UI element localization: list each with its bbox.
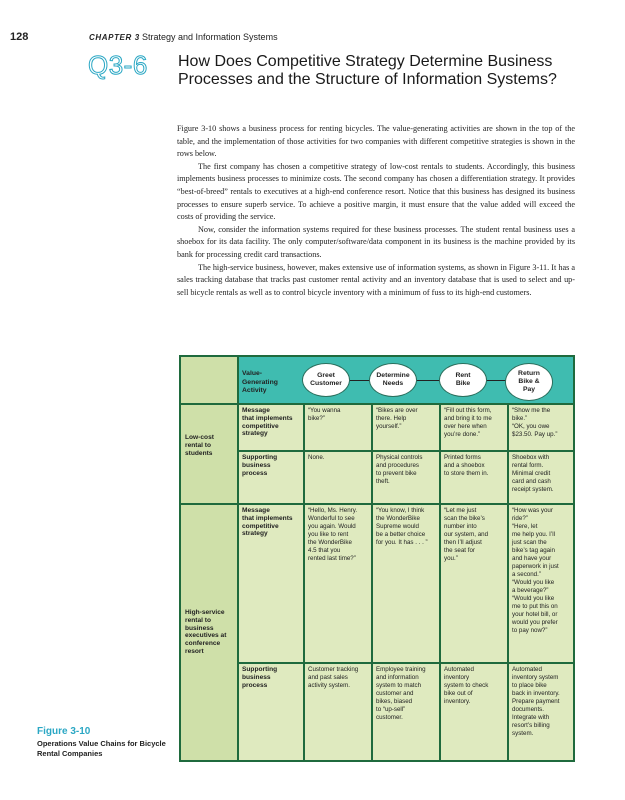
table-cell: Printed forms and a shoebox to store them in. xyxy=(441,452,507,503)
table-cell: Customer tracking and past sales activity system. xyxy=(305,664,371,760)
row-label-support: Supporting business process xyxy=(239,664,303,760)
table-cell: “Show me the bike.” “OK, you owe $23.50. Pay up.” xyxy=(509,405,573,450)
row-label-message: Message that implements competitive strategy xyxy=(239,405,303,450)
body-text xyxy=(177,123,575,299)
figure-label: Figure 3-10 xyxy=(37,726,91,737)
table-cell: “Fill out this form, and bring it to me over here when you’re done.” xyxy=(441,405,507,450)
table-cell: Shoebox with rental form. Minimal credit card and cash receipt system. xyxy=(509,452,573,503)
figure-caption: Operations Value Chains for Bicycle Rental Companies xyxy=(37,739,166,758)
activity-rent-bike: Rent Bike xyxy=(439,363,487,397)
table-cell: “Hello, Ms. Henry. Wonderful to see you again. Would you like to rent the WonderBike 4.5 that you rented last time?” xyxy=(305,505,371,662)
chapter-title: Strategy and Information Systems xyxy=(142,32,278,42)
value-chain-table xyxy=(179,355,575,762)
row-label-message: Message that implements competitive strategy xyxy=(239,505,303,662)
table-cell: “Bikes are over there. Help yourself.” xyxy=(373,405,439,450)
table-cell: None. xyxy=(305,452,371,503)
paragraph: The first company has chosen a competitive strategy of low-cost rentals to students. Accordingly, this business implements business processes to minimize costs. The second company has chosen a differentiation strategy. It provides “best-of-breed” rentals to executives at a high-end conference resort. Notice that this business has designed its business processes to ensure superb service. To achieve a positive margin, it must ensure that the value added will exceed the costs of providing the service. xyxy=(177,161,575,222)
table-corner-cell xyxy=(181,357,237,403)
activity-determine-needs: Determine Needs xyxy=(369,363,417,397)
row-label-support: Supporting business process xyxy=(239,452,303,503)
activity-header-label: Value- Generating Activity xyxy=(242,370,278,394)
paragraph: Now, consider the information systems required for these business processes. The student rental business uses a shoebox for its data facility. The only computer/software/data component in its business is the machine provided by its bank for processing credit card transactions. xyxy=(177,224,575,259)
table-cell: Physical controls and procedures to prevent bike theft. xyxy=(373,452,439,503)
group-low-cost: Low-cost rental to students xyxy=(181,405,237,503)
page-number: 128 xyxy=(10,31,29,43)
activity-return-bike-pay: Return Bike & Pay xyxy=(505,363,553,401)
paragraph: The high-service business, however, makes extensive use of information systems, as shown in Figure 3-11. It has a sales tracking database that tracks past customer rental activity and an inventory database that is used to select and up-sell bicycle rentals as well as to control bicycle inventory with a minimum of fuss to its high-end customers. xyxy=(177,262,575,297)
table-cell: “You wanna bike?” xyxy=(305,405,371,450)
table-cell: “You know, I think the WonderBike Supreme would be a better choice for you. It has . . . ” xyxy=(373,505,439,662)
section-title: How Does Competitive Strategy Determine Business Processes and the Structure of Information Systems? xyxy=(178,53,557,89)
section-number: Q3-6 xyxy=(88,50,148,80)
table-cell: Automated inventory system to check bike out of inventory. xyxy=(441,664,507,760)
table-cell: Employee training and information system to match customer and bikes, biased to “up-sell” customer. xyxy=(373,664,439,760)
chapter-label: CHAPTER 3 xyxy=(89,33,140,42)
paragraph: Figure 3-10 shows a business process for renting bicycles. The value-generating activities are shown in the top of the table, and the implementation of those activities for two companies with different competitive strategies is shown in the rows below. xyxy=(177,124,575,159)
activity-greet-customer: Greet Customer xyxy=(302,363,350,397)
table-cell: Automated inventory system to place bike back in inventory. Prepare payment documents. Integrate with resort’s billing system. xyxy=(509,664,573,760)
group-high-service: High-service rental to business executives at conference resort xyxy=(181,505,237,760)
table-cell: “How was your ride?” “Here, let me help you. I’ll just scan the bike’s tag again and have your paperwork in just a second.” “Would you like a beverage?” “Would you like me to put this on your hotel bill, or would you prefer to pay now?” xyxy=(509,505,573,662)
table-cell: “Let me just scan the bike’s number into our system, and then I’ll adjust the seat for you.” xyxy=(441,505,507,662)
